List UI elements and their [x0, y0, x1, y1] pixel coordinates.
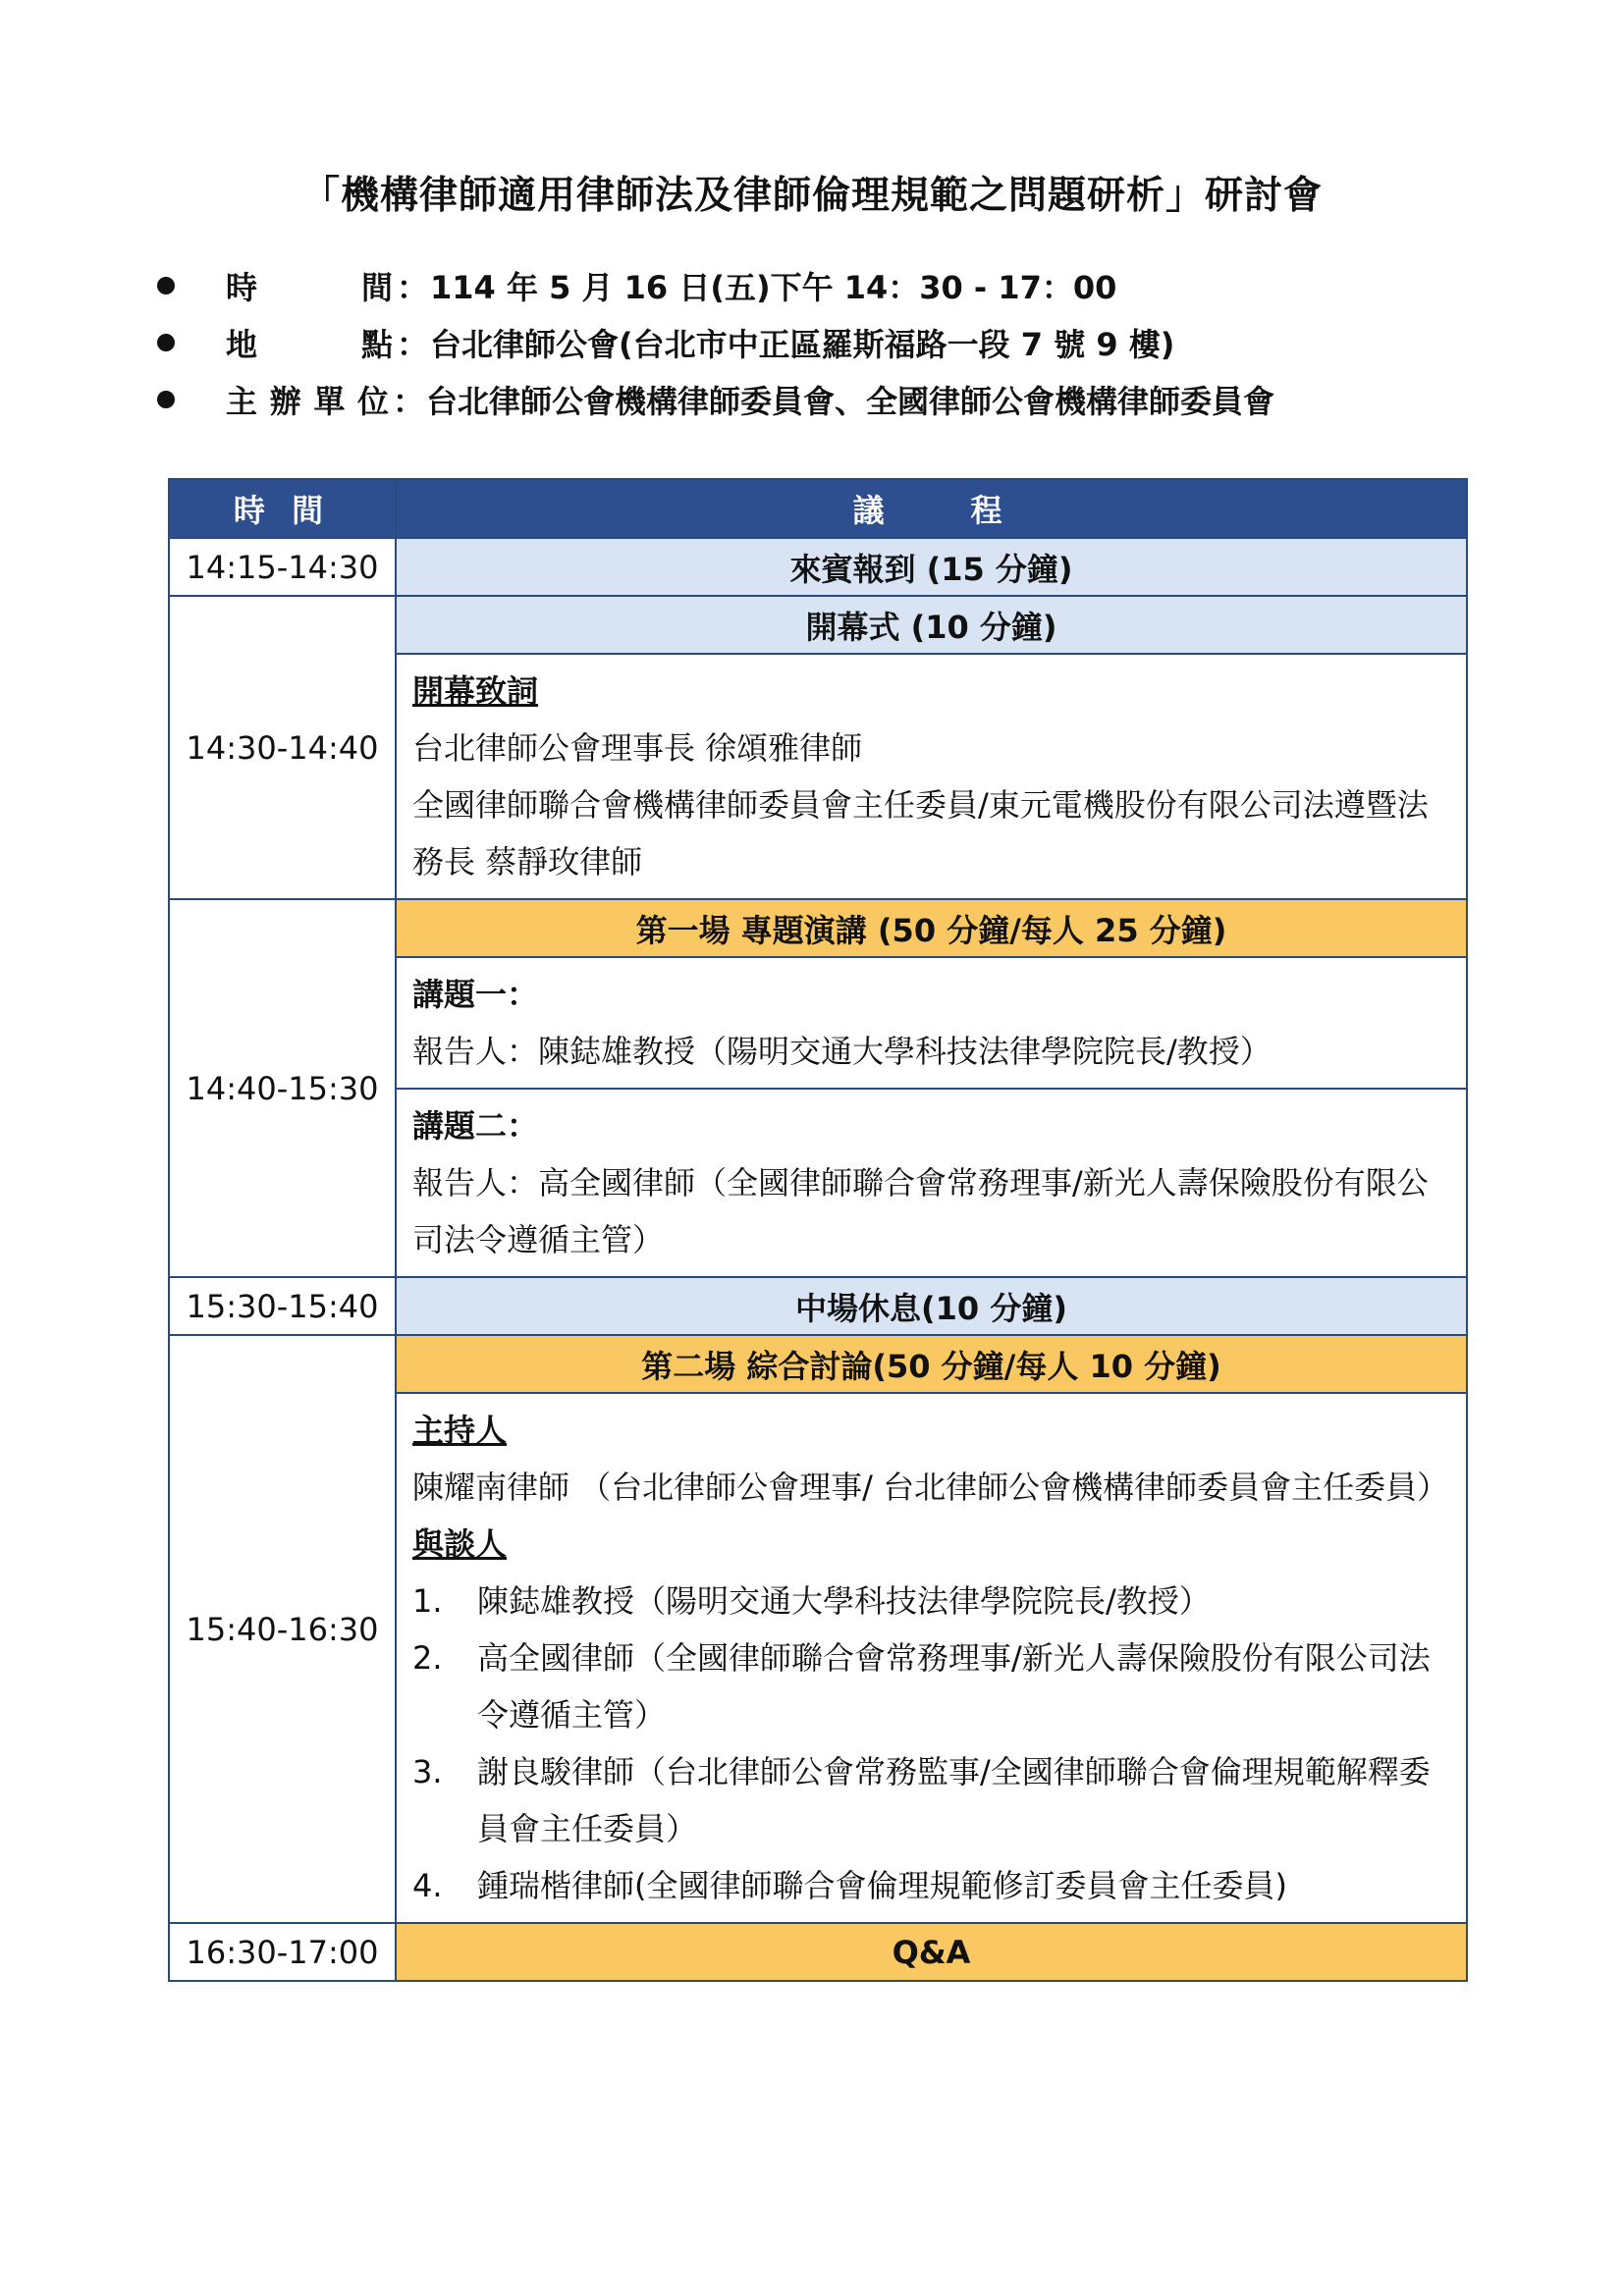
- time-cell: 14:40-15:30: [169, 899, 396, 1277]
- table-header-row: [169, 479, 1467, 538]
- info-value: 台北律師公會機構律師委員會、全國律師公會機構律師委員會: [426, 383, 1275, 420]
- opening-title: 開幕式 (10 分鐘): [396, 596, 1467, 654]
- info-label: 地 點: [226, 326, 393, 363]
- table-row: [169, 1277, 1467, 1335]
- info-label: 時 間: [226, 269, 393, 306]
- list-item: [412, 1857, 1452, 1914]
- qa-title: Q&A: [396, 1923, 1467, 1981]
- event-info: [157, 257, 1274, 428]
- session2-content: [396, 1393, 1467, 1923]
- bullet-icon: [157, 391, 175, 408]
- topic2-heading: 講題二：: [412, 1107, 539, 1145]
- topic2-content: [396, 1089, 1467, 1277]
- session1-title: 第一場 專題演講 (50 分鐘/每人 25 分鐘): [396, 899, 1467, 957]
- panel-heading: 與談人: [412, 1525, 508, 1563]
- info-separator: ：: [397, 326, 429, 363]
- info-row-organizer: [157, 371, 1274, 428]
- list-item: [412, 1573, 1452, 1629]
- table-row: [169, 596, 1467, 654]
- panelist-text: 陳鋕雄教授（陽明交通大學科技法律學院院長/教授）: [477, 1582, 1211, 1620]
- info-row-time: [157, 257, 1274, 314]
- list-item: [412, 1743, 1452, 1857]
- time-cell: 15:30-15:40: [169, 1277, 396, 1335]
- checkin-title: 來賓報到 (15 分鐘): [396, 538, 1467, 596]
- header-time: 時 間: [169, 479, 396, 538]
- topic2-speaker: 報告人：高全國律師（全國律師聯合會常務理事/新光人壽保險股份有限公司法令遵循主管）: [412, 1164, 1429, 1258]
- opening-line: 台北律師公會理事長 徐頌雅律師: [412, 729, 863, 767]
- table-row: [169, 538, 1467, 596]
- panelist-list: [412, 1573, 1452, 1914]
- list-number: 1.: [412, 1582, 443, 1620]
- topic1-heading: 講題一：: [412, 976, 539, 1013]
- opening-content: [396, 654, 1467, 899]
- table-row: [169, 899, 1467, 957]
- opening-line: 全國律師聯合會機構律師委員會主任委員/東元電機股份有限公司法遵暨法務長 蔡靜玫律師: [412, 786, 1429, 881]
- panelist-text: 高全國律師（全國律師聯合會常務理事/新光人壽保險股份有限公司法令遵循主管）: [477, 1639, 1431, 1734]
- table-row: [169, 1335, 1467, 1393]
- time-cell: 14:15-14:30: [169, 538, 396, 596]
- table-row: [169, 1923, 1467, 1981]
- bullet-icon: [157, 334, 175, 351]
- topic1-speaker: 報告人：陳鋕雄教授（陽明交通大學科技法律學院院長/教授）: [412, 1033, 1272, 1070]
- panelist-text: 謝良駿律師（台北律師公會常務監事/全國律師聯合會倫理規範解釋委員會主任委員）: [477, 1753, 1431, 1847]
- info-separator: ：: [397, 269, 429, 306]
- time-cell: 14:30-14:40: [169, 596, 396, 899]
- info-row-location: [157, 314, 1274, 371]
- document-title: 「機構律師適用律師法及律師倫理規範之問題研析」研討會: [300, 174, 1323, 218]
- session2-title: 第二場 綜合討論(50 分鐘/每人 10 分鐘): [396, 1335, 1467, 1393]
- topic1-content: [396, 957, 1467, 1089]
- info-label: 主辦單位: [226, 383, 389, 420]
- host-heading: 主持人: [412, 1412, 508, 1449]
- time-cell: 15:40-16:30: [169, 1335, 396, 1923]
- panelist-text: 鍾瑞楷律師(全國律師聯合會倫理規範修訂委員會主任委員): [477, 1867, 1287, 1904]
- agenda-table: [168, 478, 1468, 1982]
- bullet-icon: [157, 277, 175, 294]
- host-line: 陳耀南律師 （台北律師公會理事/ 台北律師公會機構律師委員會主任委員）: [412, 1468, 1449, 1506]
- break-title: 中場休息(10 分鐘): [396, 1277, 1467, 1335]
- header-agenda: 議 程: [396, 479, 1467, 538]
- info-value: 台北律師公會(台北市中正區羅斯福路一段 7 號 9 樓): [430, 326, 1175, 363]
- list-number: 2.: [412, 1639, 443, 1677]
- info-value: 114 年 5 月 16 日(五)下午 14：30 - 17：00: [430, 269, 1117, 306]
- info-separator: ：: [393, 383, 425, 420]
- time-cell: 16:30-17:00: [169, 1923, 396, 1981]
- opening-heading: 開幕致詞: [412, 672, 539, 710]
- list-number: 3.: [412, 1753, 443, 1790]
- list-item: [412, 1629, 1452, 1743]
- list-number: 4.: [412, 1867, 443, 1904]
